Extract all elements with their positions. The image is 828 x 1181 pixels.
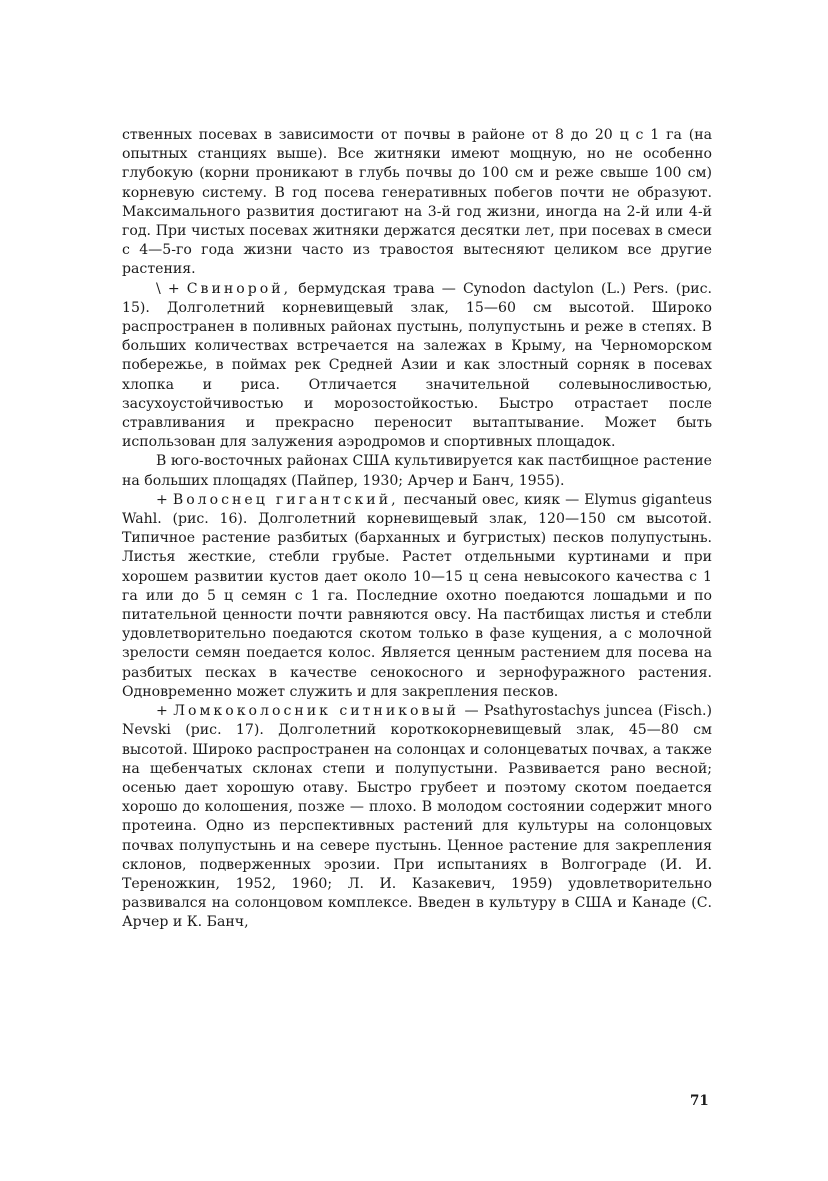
paragraph-1: ственных посевах в зависимости от почвы в районе от 8 до 20 ц с 1 га (на опытных станциях выше). Все житняки имеют мощную, но не особенно глубокую (корни проникают в глубь почвы до 100 см и реже свыше 100 см) корневую систему. В год посева генеративных побегов почти не образуют. Максимального развития достигают на 3-й год жизни, иногда на 2-й или 4-й год. При чистых посевах житняки держатся десятки лет, при посевах в смеси с 4—5-го года жизни часто из травостоя вытесняют целиком все другие растения. [122,127,712,278]
entry-marker: + [156,491,168,508]
paragraph-2-text: бермудская трава — Cynodon dactylon (L.) Pers. (рис. 15). Долголетний корневищевый злак, 15—60 см высотой. Широко распространен в поливных районах пустынь, полупустынь и реже в степях. В больших количествах встречается на залежах в Крыму, на Черноморском побережье, в поймах рек Средней Азии и как злостный сорняк в посевах хлопка и риса. Отличается значительной солевыносливостью, засухоустойчивостью и морозостойкостью. Быстро отрастает после стравливания и прекрасно переносит вытаптывание. Может быть использован для залужения аэродромов и спортивных площадок. [122,280,713,451]
entry-marker: \ + [156,280,180,297]
species-name-svinoroy: Свинорой, [186,280,292,297]
paragraph-5-text: — Psathyrostachys juncea (Fisch.) Nevski (рис. 17). Долголетний короткокорневищевый злак, 45—80 см высотой. Широко распространен на солонцах и солонцеватых почвах, а также на щебенчатых склонах степи и полупустыни. Развивается рано весной; осенью дает хорошую отаву. Быстро грубеет и поэтому скотом поедается хорошо до колошения, позже — плохо. В молодом состоянии содержит много протеина. Одно из перспективных растений для культуры на солонцовых почвах полупустынь и на севере пустынь. Ценное растение для закрепления склонов, подверженных эрозии. При испытаниях в Волгограде (И. И. Тереножкин, 1952, 1960; Л. И. Казакевич, 1959) удовлетворительно развивался на солонцовом комплексе. Введен в культуру в США и Канаде (С. Арчер и К. Банч, [122,703,712,931]
species-name-volosnets: Волоснец гигантский, [172,491,399,508]
paragraph-2 [122,280,712,453]
body-text [122,126,712,933]
paragraph-5 [122,702,712,932]
paragraph-3: В юго-восточных районах США культивируется как пастбищное растение на больших площадях (Пайпер, 1930; Арчер и Банч, 1955). [122,453,712,489]
paragraph-4 [122,491,712,702]
paragraph-4-text: песчаный овес, кияк — Elymus giganteus Wahl. (рис. 16). Долголетний корневищевый злак, 120—150 см высотой. Типичное растение разбитых (барханных и бугристых) песков полупустынь. Листья жесткие, стебли грубые. Растет отдельными куртинами и при хорошем развитии кустов дает около 10—15 ц сена невысокого качества с 1 га или до 5 ц семян с 1 га. Последние охотно поедаются лошадьми и по питательной ценности почти равняются овсу. На пастбищах листья и стебли удовлетворительно поедаются скотом только в фазе кущения, а с молочной зрелости семян поедается колос. Является ценным растением для посева на разбитых песках в качестве сенокосного и зернофуражного растения. Одновременно может служить и для закрепления песков. [122,491,712,700]
species-name-lomkokolosnik: Ломкоколосник ситниковый [173,703,460,720]
entry-marker: + [156,703,168,720]
page-number: 71 [690,1093,709,1109]
